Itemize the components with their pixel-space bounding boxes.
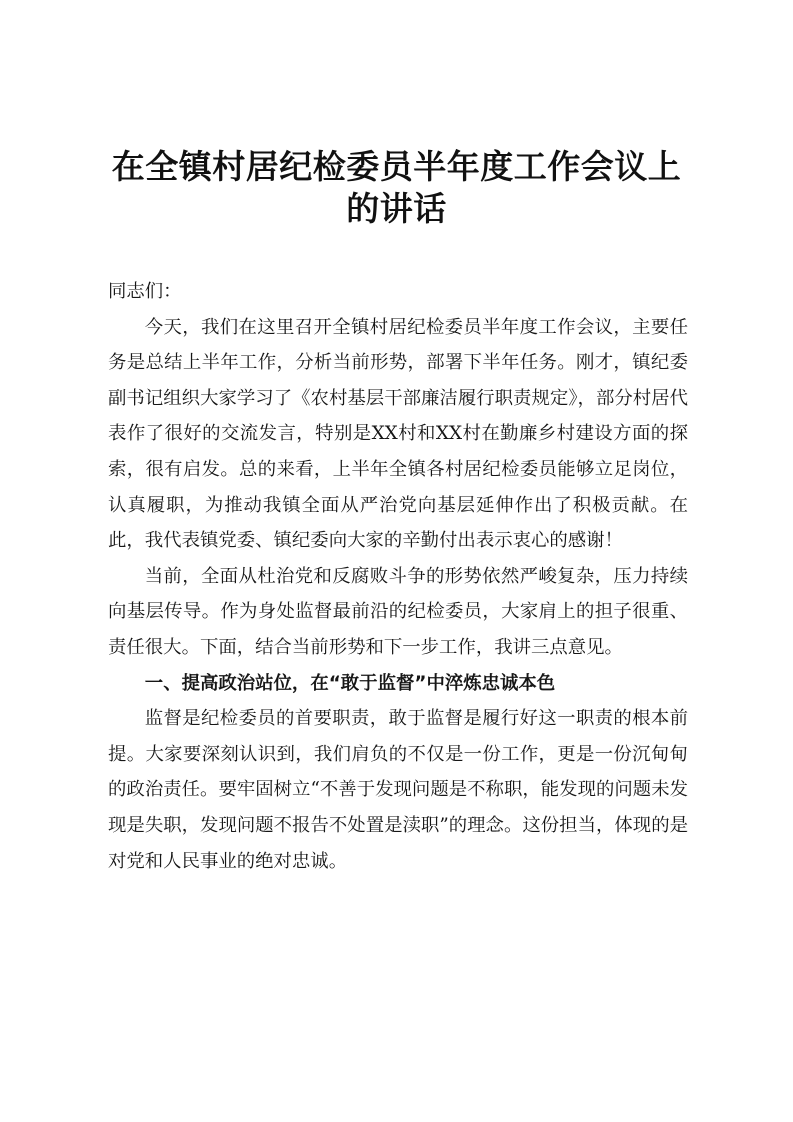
document-title: 在全镇村居纪检委员半年度工作会议上的讲话 [111, 147, 682, 228]
document-body [108, 274, 688, 879]
paragraph-situation: 当前，全面从杜治党和反腐败斗争的形势依然严峻复杂，压力持续向基层传导。作为身处监督最前沿的纪检委员，大家肩上的担子很重、责任很大。下面，结合当前形势和下一步工作，我讲三点意见。 [108, 565, 688, 658]
paragraph-opening: 今天，我们在这里召开全镇村居纪检委员半年度工作会议，主要任务是总结上半年工作，分析当前形势，部署下半年任务。刚才，镇纪委副书记组织大家学习了《农村基层干部廉洁履行职责规定》，部分村居代表作了很好的交流发言，特别是XX村和XX村在勤廉乡村建设方面的探索，很有启发。总的来看，上半年全镇各村居纪检委员能够立足岗位，认真履职，为推动我镇全面从严治党向基层延伸作出了积极贡献。在此，我代表镇党委、镇纪委向大家的辛勤付出表示衷心的感谢！ [108, 316, 688, 552]
section-heading: 一、提高政治站位，在“敢于监督”中淬炼忠诚本色 [144, 672, 556, 694]
section-paragraph: 监督是纪检委员的首要职责，敢于监督是履行好这一职责的根本前提。大家要深刻认识到，我们肩负的不仅是一份工作，更是一份沉甸甸的政治责任。要牢固树立“不善于发现问题是不称职，能发现的问题未发现是失职，发现问题不报告不处置是渎职”的理念。这份担当，体现的是对党和人民事业的绝对忠诚。 [108, 708, 688, 872]
salutation: 同志们： [108, 281, 182, 302]
